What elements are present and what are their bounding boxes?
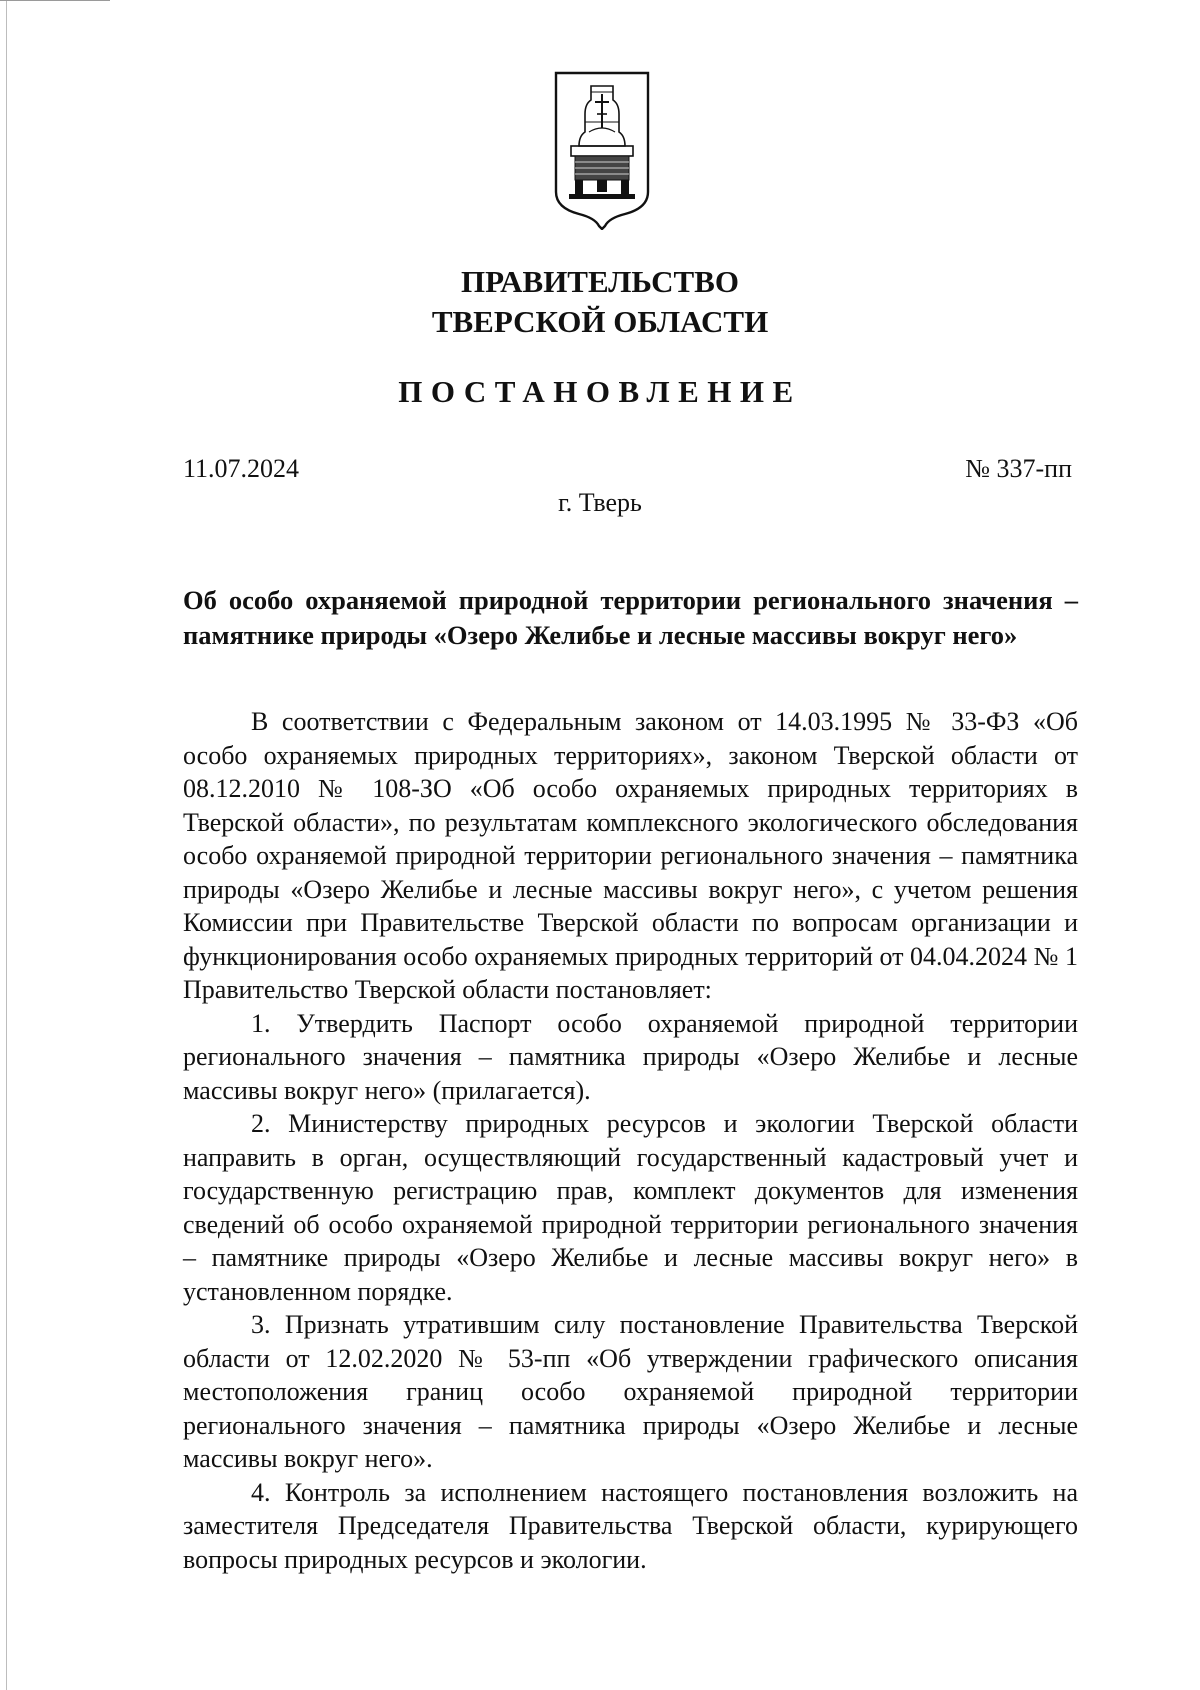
scan-edge-top bbox=[0, 0, 110, 1]
document-subject: Об особо охраняемой природной территории регионального значения – памятнике природы «Озеро Желибье и лесные массивы вокруг него» bbox=[183, 585, 1078, 650]
tver-coat-of-arms-icon bbox=[553, 70, 651, 230]
document-type-title: ПОСТАНОВЛЕНИЕ bbox=[398, 374, 802, 409]
government-name-line2: ТВЕРСКОЙ ОБЛАСТИ bbox=[431, 304, 769, 339]
document-number: № 337-пп bbox=[965, 454, 1072, 483]
item-paragraph-3: 3. Признать утратившим силу постановление Правительства Тверской области от 12.02.2020 № 53-пп «Об утверждении графического описания местоположения границ особо охраняемой природной территории регионального значения – памятника природы «Озеро Желибье и лесные массивы вокруг него». bbox=[183, 1310, 1078, 1473]
preamble-paragraph: В соответствии с Федеральным законом от 14.03.1995 № 33-ФЗ «Об особо охраняемых природных территориях», законом Тверской области от 08.12.2010 № 108-ЗО «Об особо охраняемых природных территориях в Тверской области», по результатам комплексного экологического обследования особо охраняемой природной территории регионального значения – памятника природы «Озеро Желибье и лесные массивы вокруг него», с учетом решения Комиссии при Правительстве Тверской области по вопросам организации и функционирования особо охраняемых природных территорий от 04.04.2024 № 1 Правительство Тверской области постановляет: bbox=[183, 707, 1078, 1004]
document-body bbox=[183, 705, 1078, 1576]
document-date: 11.07.2024 bbox=[183, 454, 300, 483]
item-paragraph-1: 1. Утвердить Паспорт особо охраняемой природной территории регионального значения – памятника природы «Озеро Желибье и лесные массивы вокруг него» (прилагается). bbox=[183, 1008, 1078, 1105]
government-name-line1: ПРАВИТЕЛЬСТВО bbox=[461, 264, 739, 299]
document-city: г. Тверь bbox=[558, 488, 642, 517]
item-paragraph-4: 4. Контроль за исполнением настоящего постановления возложить на заместителя Председателя Правительства Тверской области, курирующего вопросы природных ресурсов и экологии. bbox=[183, 1477, 1078, 1574]
item-paragraph-2: 2. Министерству природных ресурсов и экологии Тверской области направить в орган, осуществляющий государственный кадастровый учет и государственную регистрацию прав, комплект документов для изменения сведений об особо охраняемой природной территории регионального значения – памятнике природы «Озеро Желибье и лесные массивы вокруг него» в установленном порядке. bbox=[183, 1109, 1078, 1306]
scan-edge-left bbox=[6, 0, 7, 1690]
